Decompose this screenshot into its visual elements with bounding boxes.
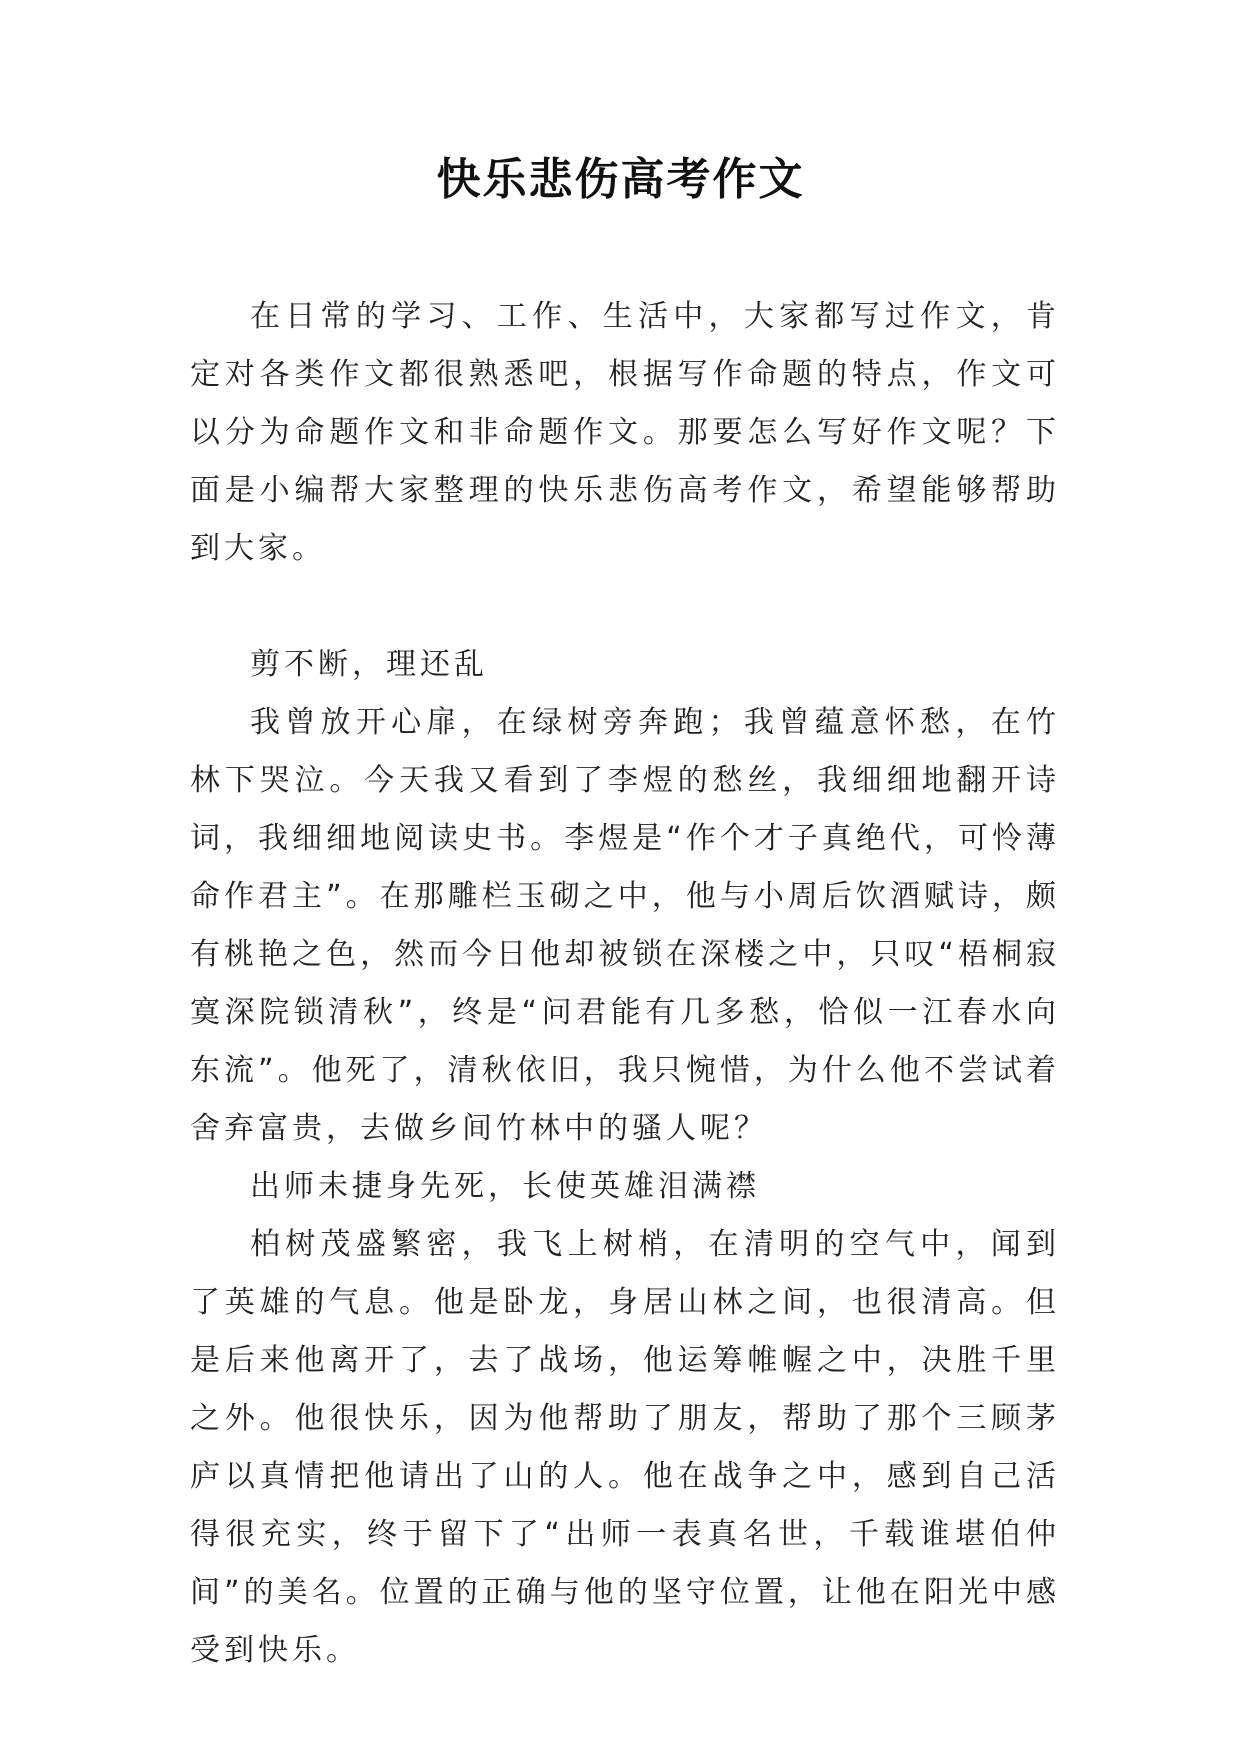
intro-paragraph: 在日常的学习、工作、生活中，大家都写过作文，肯定对各类作文都很熟悉吧，根据写作命题的特点，作文可以分为命题作文和非命题作文。那要怎么写好作文呢？下面是小编帮大家整理的快乐悲伤高考作文，希望能够帮助到大家。 [190,299,1060,566]
section-heading: 剪不断，理还乱 [250,647,488,682]
body-paragraph: 我曾放开心扉，在绿树旁奔跑；我曾蕴意怀愁，在竹林下哭泣。今天我又看到了李煜的愁丝，我细细地翻开诗词，我细细地阅读史书。李煜是“作个才子真绝代，可怜薄命作君主”。在那雕栏玉砌之中，他与小周后饮酒赋诗，颇有桃艳之色，然而今日他却被锁在深楼之中，只叹“梧桐寂寞深院锁清秋”，终是“问君能有几多愁，恰似一江春水向东流”。他死了，清秋依旧，我只惋惜，为什么他不尝试着舍弃富贵，去做乡间竹林中的骚人呢？ [190,705,1060,1146]
body-paragraph: 柏树茂盛繁密，我飞上树梢，在清明的空气中，闻到了英雄的气息。他是卧龙，身居山林之间，也很清高。但是后来他离开了，去了战场，他运筹帷幄之中，决胜千里之外。他很快乐，因为他帮助了朋友，帮助了那个三顾茅庐以真情把他请出了山的人。他在战争之中，感到自己活得很充实，终于留下了“出师一表真名世，千载谁堪伯仲间”的美名。位置的正确与他的坚守位置，让他在阳光中感受到快乐。 [190,1227,1060,1668]
document-title: 快乐悲伤高考作文 [436,154,805,205]
document-body [190,288,1060,1680]
section-heading: 出师未捷身先死，长使英雄泪满襟 [250,1169,760,1204]
